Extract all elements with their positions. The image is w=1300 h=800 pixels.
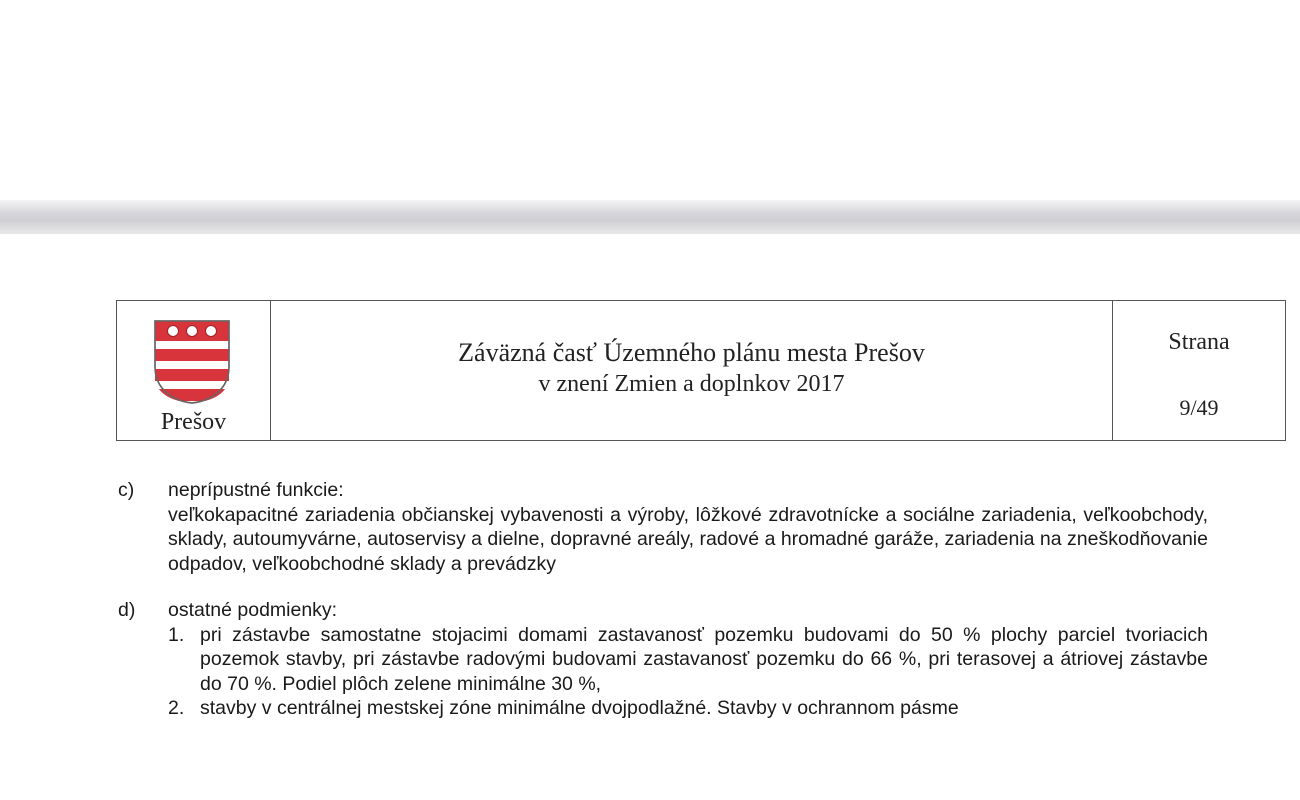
conditions-list <box>168 623 1208 721</box>
header-page-cell <box>1113 301 1285 440</box>
section-heading: neprípustné funkcie: <box>168 479 344 501</box>
document-title: Záväzná časť Územného plánu mesta Prešov <box>458 337 925 367</box>
header-logo-cell <box>117 301 271 440</box>
page-label: Strana <box>1168 329 1230 355</box>
section-d <box>118 598 1208 721</box>
section-heading: ostatné podmienky: <box>168 599 338 621</box>
section-paragraph: veľkokapacitné zariadenia občianskej vybavenosti a výroby, lôžkové zdravotnícke a sociálne zariadenia, veľkoobchody, sklady, autoumyvárne, autoservisy a dielne, dopravné areály, radové a hromadné garáže, zariadenia na zneškodňovanie odpadov, veľkoobchodné sklady a prevádzky <box>168 503 1208 575</box>
list-item-text: pri zástavbe samostatne stojacimi domami zastavanosť pozemku budovami do 50 % plochy parciel tvoriacich pozemok stavby, pri zástavbe radovými budovami zastavanosť pozemku do 66 %, pri terasovej a átriovej zástavbe do 70 %. Podiel plôch zelene minimálne 30 %, <box>200 623 1208 695</box>
section-content <box>168 478 1208 576</box>
list-item-number: 2. <box>168 697 185 719</box>
list-item-number: 1. <box>168 623 185 646</box>
page-separator <box>0 200 1300 234</box>
section-content <box>168 598 1208 721</box>
section-marker: c) <box>118 479 135 501</box>
list-item-text: stavby v centrálnej mestskej zóne minimálne dvojpodlažné. Stavby v ochrannom pásme <box>200 697 959 719</box>
page-number: 9/49 <box>1179 395 1219 420</box>
section-c <box>118 478 1208 576</box>
document-page <box>0 234 1300 800</box>
header-title-cell <box>271 301 1113 440</box>
section-marker: d) <box>118 599 136 621</box>
document-body <box>118 478 1208 743</box>
blank-area <box>0 0 1300 200</box>
list-item <box>168 623 1208 697</box>
logo-city-name: Prešov <box>160 409 227 435</box>
list-item <box>168 696 1208 721</box>
presov-coat-of-arms-icon <box>153 319 231 405</box>
document-subtitle: v znení Zmien a doplnkov 2017 <box>538 370 845 397</box>
page-header-table <box>116 300 1286 441</box>
